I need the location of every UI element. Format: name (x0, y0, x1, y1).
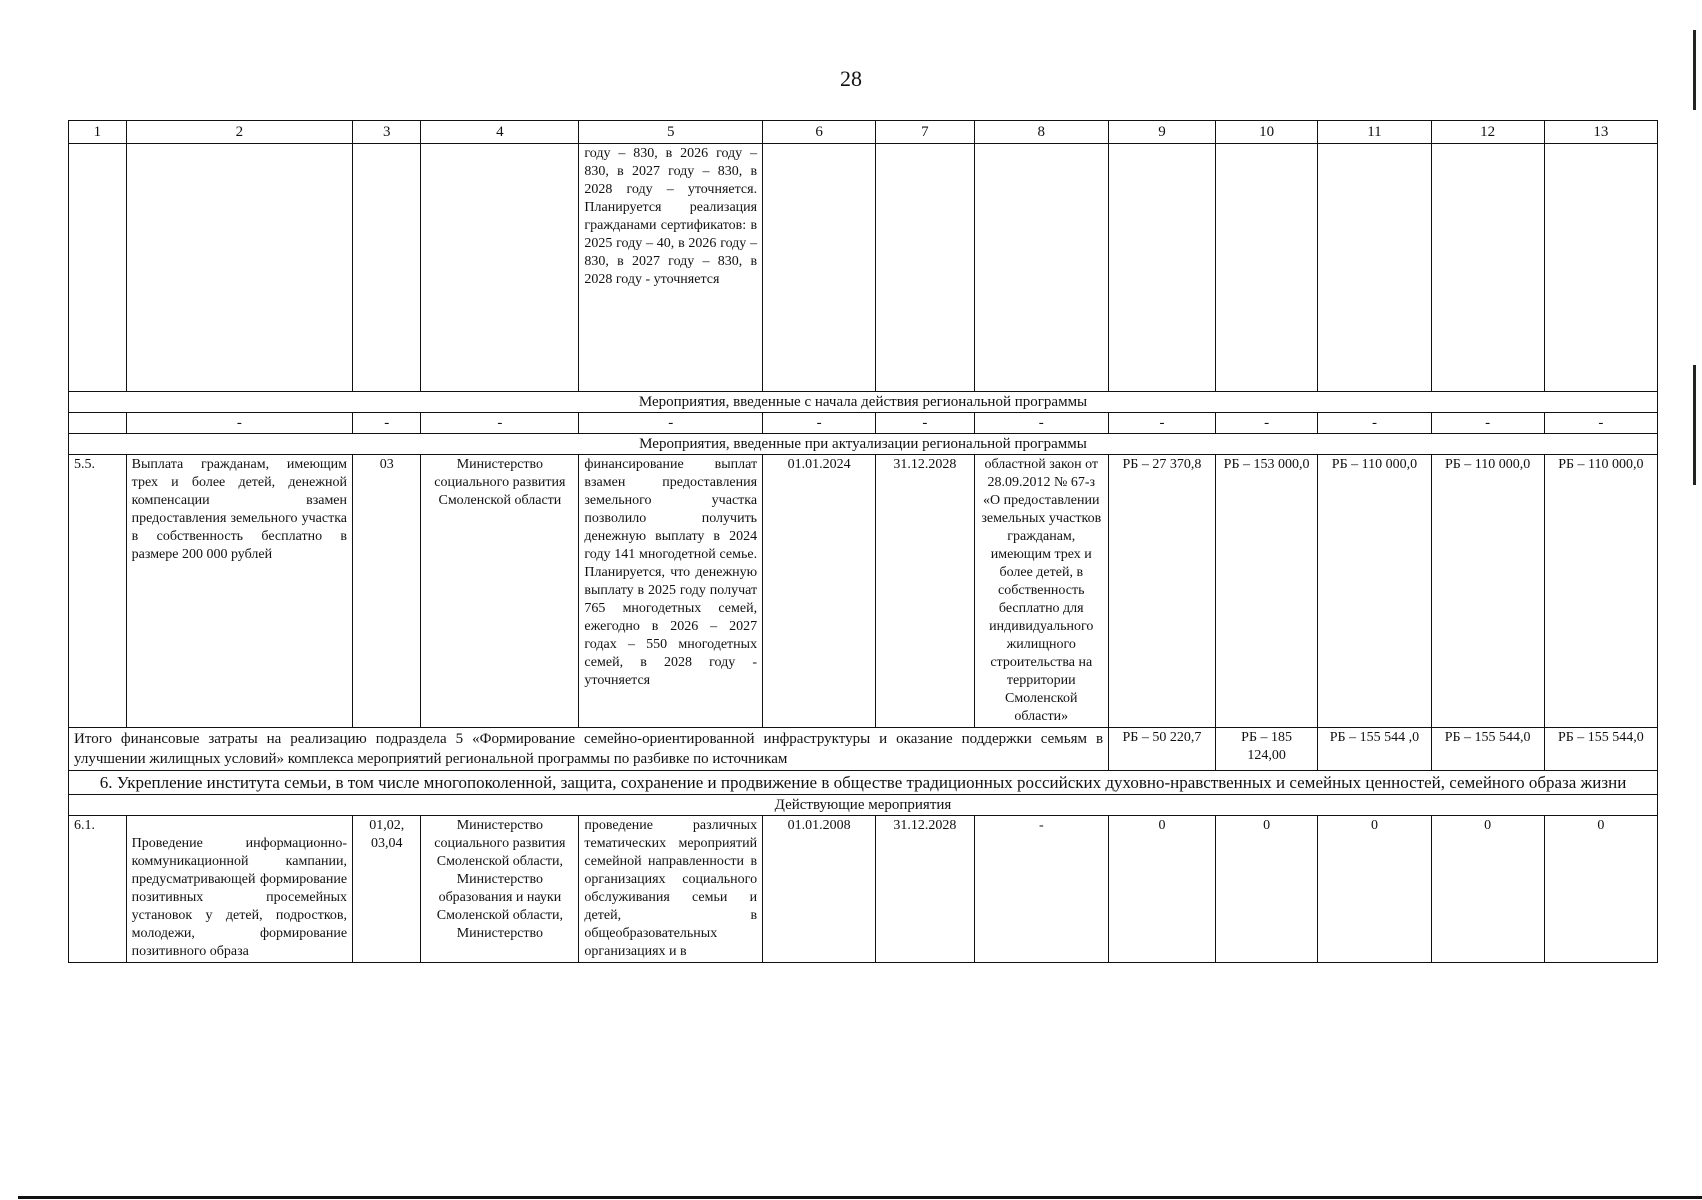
column-header: 4 (421, 121, 579, 144)
total-value: РБ – 50 220,7 (1109, 728, 1216, 771)
funding-value: 0 (1544, 816, 1657, 963)
page-number: 28 (840, 66, 862, 91)
section-heading-row (69, 795, 1658, 816)
dash-cell: - (974, 413, 1109, 434)
column-header: 8 (974, 121, 1109, 144)
column-header: 3 (353, 121, 421, 144)
funding-value: 0 (1215, 816, 1318, 963)
measure-executor: Министерство социального развития Смоленской области (421, 455, 579, 728)
total-label: Итого финансовые затраты на реализацию подраздела 5 «Формирование семейно-ориентированной инфраструктуры и оказание поддержки семьям в улучшении жилищных условий» комплекса мероприятий региональной программы по разбивке по источникам (69, 728, 1109, 771)
end-date: 31.12.2028 (876, 816, 974, 963)
dash-cell: - (1544, 413, 1657, 434)
column-header: 1 (69, 121, 127, 144)
measure-name: Выплата гражданам, имеющим трех и более детей, денежной компенсации взамен предоставления земельного участка в собственность бесплатно в размере 200 000 рублей (126, 455, 352, 728)
legal-basis: областной закон от 28.09.2012 № 67-з «О предоставлении земельных участков гражданам, имеющим трех и более детей, в собственность бесплатно для индивидуального жилищного строительства на территории Смоленской области» (974, 455, 1109, 728)
column-header: 12 (1431, 121, 1544, 144)
scan-bottom-rule (18, 1196, 1702, 1199)
funding-value: РБ – 27 370,8 (1109, 455, 1216, 728)
start-date: 01.01.2024 (763, 455, 876, 728)
continuation-row (69, 144, 1658, 392)
total-value: РБ – 185 124,00 (1215, 728, 1318, 771)
total-value: РБ – 155 544,0 (1431, 728, 1544, 771)
measure-code: 01,02, 03,04 (353, 816, 421, 963)
section-heading-row (69, 434, 1658, 455)
column-header: 2 (126, 121, 352, 144)
section-heading-updated: Мероприятия, введенные при актуализации региональной программы (69, 434, 1658, 455)
column-header: 6 (763, 121, 876, 144)
section-heading-row (69, 392, 1658, 413)
total-value: РБ – 155 544 ,0 (1318, 728, 1431, 771)
start-date: 01.01.2008 (763, 816, 876, 963)
dash-cell: - (126, 413, 352, 434)
funding-value: РБ – 153 000,0 (1215, 455, 1318, 728)
funding-value: РБ – 110 000,0 (1431, 455, 1544, 728)
funding-value: РБ – 110 000,0 (1544, 455, 1657, 728)
dash-cell: - (579, 413, 763, 434)
program-table (68, 120, 1658, 963)
dash-cell: - (421, 413, 579, 434)
column-header: 7 (876, 121, 974, 144)
section-heading-current: Действующие мероприятия (69, 795, 1658, 816)
measure-code: 03 (353, 455, 421, 728)
dash-cell: - (763, 413, 876, 434)
scan-edge-mark (1693, 365, 1696, 485)
end-date: 31.12.2028 (876, 455, 974, 728)
section-6-title: 6. Укрепление института семьи, в том числе многопоколенной, защита, сохранение и продвижение в обществе традиционных российских духовно-нравственных и семейных ценностей, семейного образа жизни (69, 771, 1658, 795)
column-header: 9 (1109, 121, 1216, 144)
row-number: 6.1. (69, 816, 127, 963)
dash-cell: - (1109, 413, 1216, 434)
funding-value: 0 (1431, 816, 1544, 963)
column-header: 10 (1215, 121, 1318, 144)
legal-basis: - (974, 816, 1109, 963)
column-header: 11 (1318, 121, 1431, 144)
dash-cell: - (1215, 413, 1318, 434)
measure-name: Проведение информационно-коммуникационной кампании, предусматривающей формирование позитивных просемейных установок у детей, подростков, молодежи, формирование позитивного образа (126, 816, 352, 963)
table-row (69, 816, 1658, 963)
dash-cell: - (876, 413, 974, 434)
total-row (69, 728, 1658, 771)
column-header: 13 (1544, 121, 1657, 144)
measures-table (68, 120, 1658, 963)
total-value: РБ – 155 544,0 (1544, 728, 1657, 771)
section-heading-initial: Мероприятия, введенные с начала действия региональной программы (69, 392, 1658, 413)
dash-row (69, 413, 1658, 434)
dash-cell: - (1431, 413, 1544, 434)
continuation-result-cell: году – 830, в 2026 году – 830, в 2027 году – 830, в 2028 году – уточняется. Планируется реализация гражданами сертификатов: в 2025 году – 40, в 2026 году – 830, в 2027 году – 830, в 2028 году - уточняется (579, 144, 763, 392)
table-row (69, 455, 1658, 728)
measure-result: финансирование выплат взамен предоставления земельного участка позволило получить денежную выплату в 2024 году 141 многодетной семье. Планируется, что денежную выплату в 2025 году получат 765 многодетных семей, ежегодно в 2026 – 2027 годах – 550 многодетных семей, в 2028 году - уточняется (579, 455, 763, 728)
funding-value: РБ – 110 000,0 (1318, 455, 1431, 728)
column-number-row (69, 121, 1658, 144)
row-number: 5.5. (69, 455, 127, 728)
column-header: 5 (579, 121, 763, 144)
dash-cell: - (1318, 413, 1431, 434)
funding-value: 0 (1318, 816, 1431, 963)
measure-result: проведение различных тематических мероприятий семейной направленности в организациях социального обслуживания семьи и детей, в общеобразовательных организациях и в (579, 816, 763, 963)
scan-edge-mark (1693, 30, 1696, 110)
dash-cell: - (353, 413, 421, 434)
measure-executor: Министерство социального развития Смоленской области, Министерство образования и науки Смоленской области, Министерство (421, 816, 579, 963)
section-6-heading-row (69, 771, 1658, 795)
funding-value: 0 (1109, 816, 1216, 963)
